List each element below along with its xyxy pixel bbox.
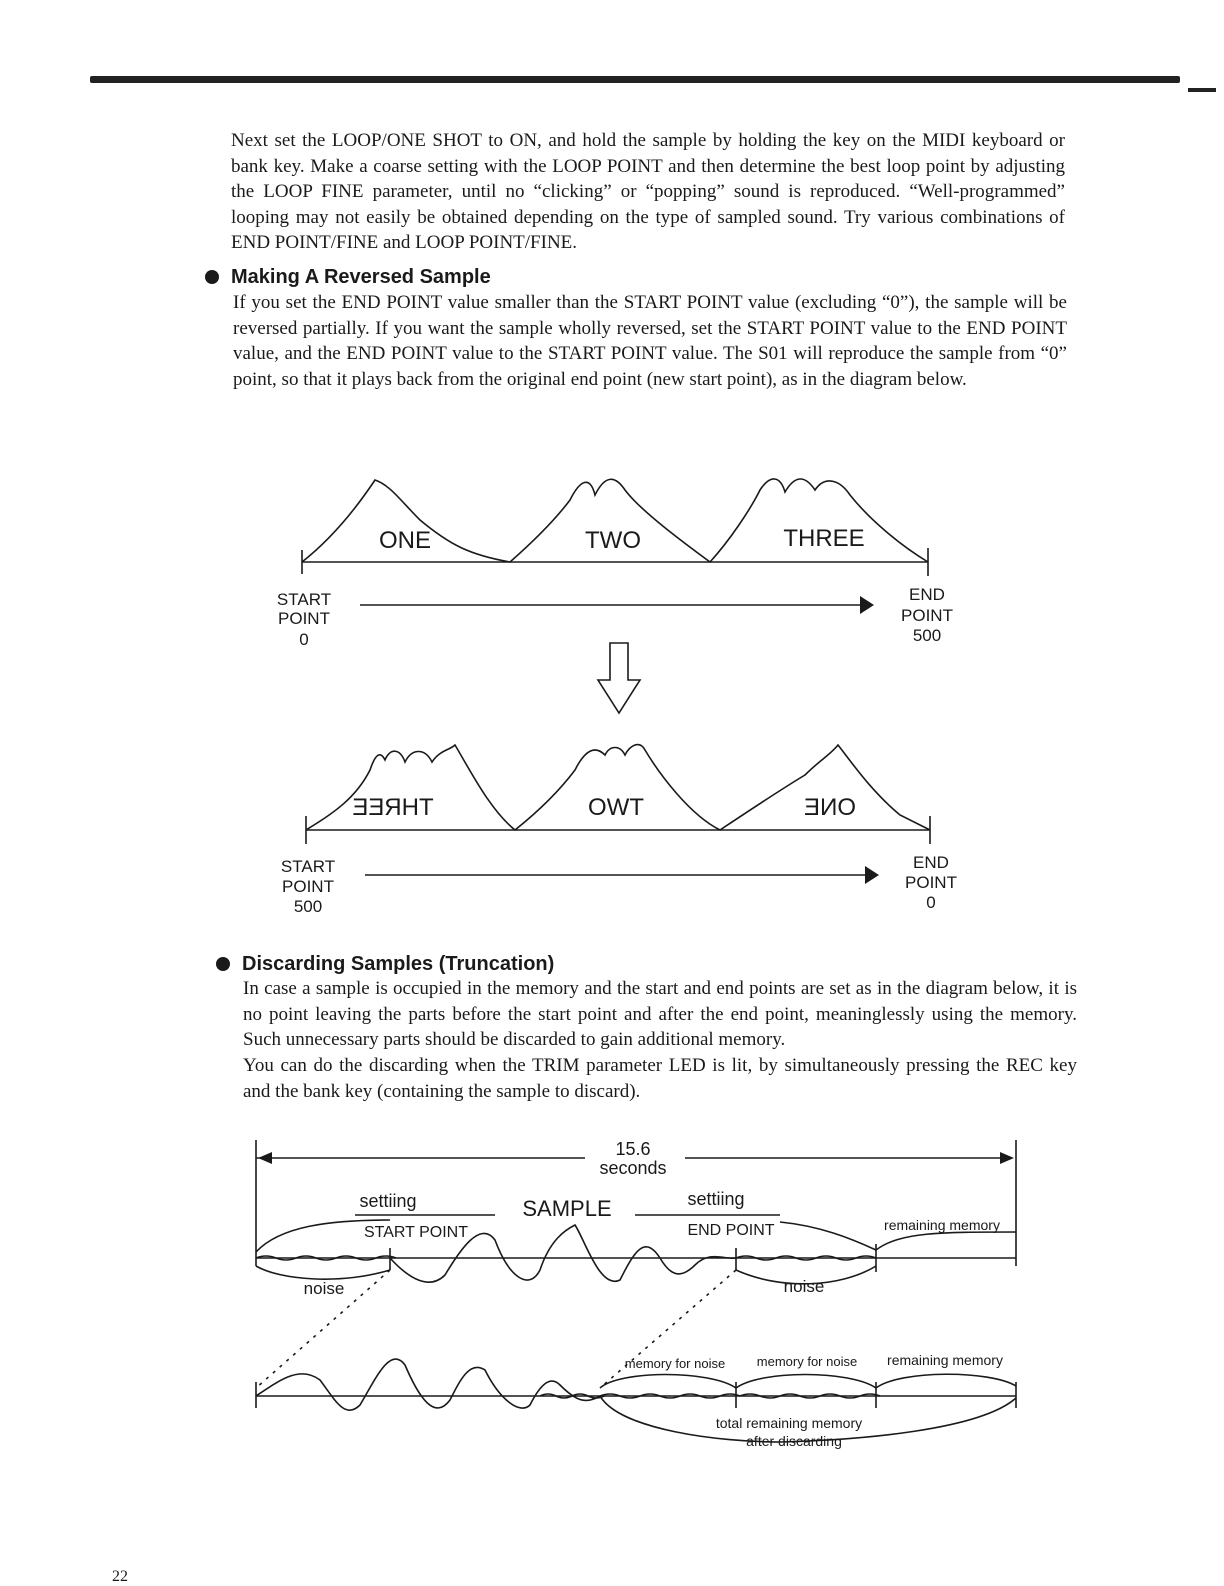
- memory-for-noise-label-1: memory for noise: [624, 1356, 726, 1371]
- top-end-label-2: POINT: [901, 606, 953, 625]
- end-bracket: [780, 1222, 876, 1250]
- bottom-start-label-1: START: [280, 857, 336, 876]
- top-start-value: 0: [299, 630, 309, 649]
- truncation-body-2: You can do the discarding when the TRIM parameter LED is lit, by simultaneously pressing the REC key and the bank key (containing the sample to discard).: [243, 1055, 1077, 1102]
- end-point-label: END POINT: [687, 1222, 775, 1239]
- truncation-body: In case a sample is occupied in the memory and the start and end points are set as in the diagram below, it is no point leaving the parts before the start point and after the end point, meaninglessly using the memory. Such unnecessary parts should be discarded to gain additional memory.: [243, 978, 1077, 1050]
- remaining-memory-label-2: remaining memory: [887, 1352, 1003, 1368]
- bottom-word-one: ONE: [803, 794, 857, 821]
- truncation-heading-text: Discarding Samples (Truncation): [242, 953, 555, 975]
- duration-unit: seconds: [599, 1158, 667, 1178]
- down-arrow-icon: [598, 643, 640, 713]
- total-remaining-label-2: after discarding: [746, 1433, 842, 1449]
- reversed-sample-heading-text: Making A Reversed Sample: [231, 266, 491, 288]
- memory-bracket-2: [736, 1375, 876, 1389]
- top-start-label-2: POINT: [278, 609, 330, 628]
- reversed-sample-heading: [205, 266, 491, 289]
- memory-for-noise-label-2: memory for noise: [756, 1354, 858, 1369]
- intro-paragraph: Next set the LOOP/ONE SHOT to ON, and hold the sample by holding the key on the MIDI keyboard or bank key. Make a coarse setting with the LOOP POINT and then determine the best loop point by adjusting the LOOP FINE parameter, until no “clicking” or “popping” sound is reproduced. “Well-programmed” looping may not easily be obtained depending on the type of sampled sound. Try various combinations of END POINT/FINE and LOOP POINT/FINE.: [231, 130, 1065, 253]
- remaining-memory-label: remaining memory: [884, 1217, 1000, 1233]
- setting-right-label: settiing: [687, 1189, 745, 1209]
- top-end-label-1: END: [909, 585, 945, 604]
- sample-label: SAMPLE: [522, 1196, 612, 1221]
- top-start-label-1: START: [276, 590, 332, 609]
- top-arrow-head: [860, 596, 874, 614]
- top-word-one: ONE: [378, 527, 432, 554]
- top-word-three: THREE: [783, 525, 865, 552]
- page-number: 22: [112, 1568, 128, 1585]
- noise-label-right: noise: [783, 1277, 825, 1296]
- truncation-heading: [216, 953, 554, 976]
- bullet-icon: [216, 957, 230, 971]
- noise-label-left: noise: [303, 1279, 345, 1298]
- bottom-end-value: 0: [926, 893, 936, 912]
- top-end-value: 500: [912, 626, 942, 645]
- reversed-sample-body: If you set the END POINT value smaller than the START POINT value (excluding “0”), the sample will be reversed partially. If you want the sample wholly reversed, set the START POINT value to the END POINT value, and the END POINT value to the START POINT value. The S01 will reproduce the sample from “0” point, so that it plays back from the original end point (new start point), as in the diagram below.: [233, 292, 1067, 390]
- setting-left-label: settiing: [359, 1191, 417, 1211]
- memory-bracket-1: [600, 1375, 736, 1389]
- bottom-start-label-2: POINT: [282, 877, 334, 896]
- bottom-end-label-2: POINT: [905, 873, 957, 892]
- header-rule: [90, 76, 1180, 83]
- bottom-word-three: THREE: [352, 794, 434, 821]
- noise-bracket-left: [256, 1266, 390, 1279]
- bottom-arrow-head: [865, 866, 879, 884]
- duration-value: 15.6: [615, 1139, 651, 1159]
- header-rule-tail: [1188, 88, 1216, 92]
- total-remaining-label-1: total remaining memory: [715, 1415, 863, 1431]
- bottom-word-two: TWO: [588, 794, 644, 821]
- bottom-start-value: 500: [293, 897, 323, 916]
- discarded-waveform: [256, 1359, 600, 1410]
- top-word-two: TWO: [585, 527, 641, 554]
- remaining-bracket: [876, 1232, 1016, 1250]
- truncation-diagram: [240, 1130, 1040, 1470]
- duration-arrow-right-head: [1000, 1152, 1014, 1164]
- start-point-label: START POINT: [363, 1224, 469, 1241]
- reverse-diagram: [260, 470, 980, 930]
- memory-bracket-3: [876, 1374, 1016, 1388]
- bullet-icon: [205, 270, 219, 284]
- duration-arrow-left-head: [258, 1152, 272, 1164]
- bottom-end-label-1: END: [913, 853, 949, 872]
